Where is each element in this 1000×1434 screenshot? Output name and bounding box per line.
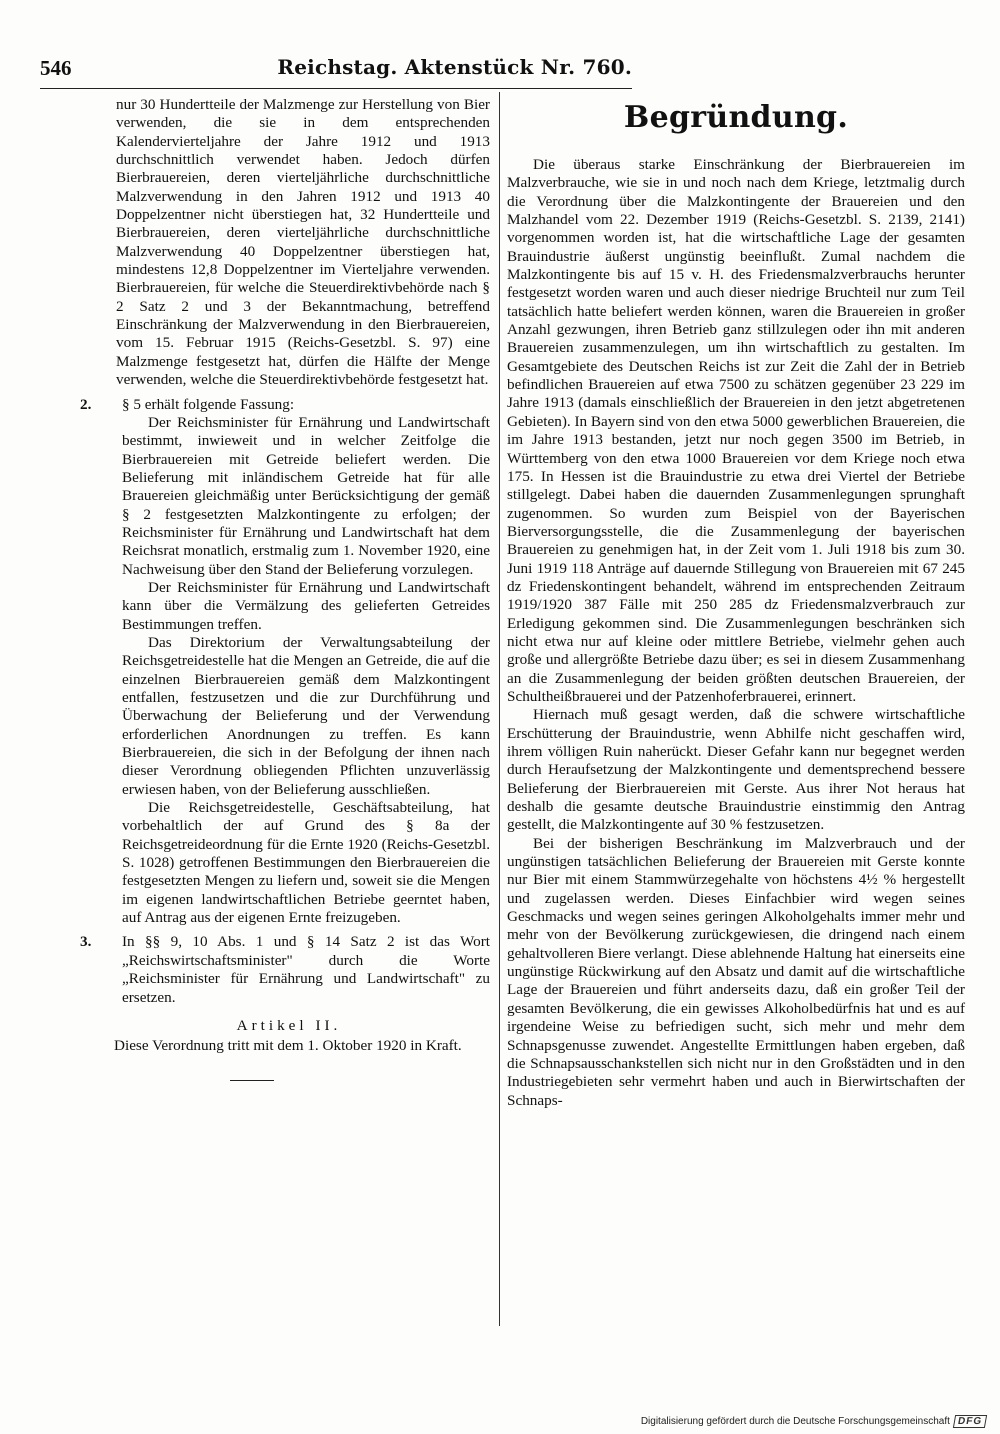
list-item-2 xyxy=(80,395,490,414)
paragraph: Der Reichsminister für Ernährung und Landwirtschaft kann über die Vermälzung des gelieferten Getreides Bestimmungen treffen. xyxy=(122,578,490,633)
continued-paragraph: nur 30 Hundertteile der Malzmenge zur Herstellung von Bier verwenden, die sie in dem entsprechenden Kalendervierteljahre der Jahre 1912 und 1913 durchschnittlich verwendet haben. Jedoch dürfen Bierbrauereien, deren vierteljährliche durchschnittliche Malzverwendung in den Jahren 1912 und 1913 40 Doppelzentner nicht überstiegen hat, 32 Hundertteile und Bierbrauereien, deren vierteljährliche durchschnittliche Malzverwendung 40 Doppelzentner überstiegen hat, mindestens 12,8 Doppelzentner im Vierteljahre verwenden. Bierbrauereien, für welche die Steuerdirektivbehörde nach § 2 Satz 2 und 3 der Bekanntmachung, betreffend Einschränkung der Malzverwendung in den Bierbrauereien, vom 15. Februar 1915 (Reichs-Gesetzbl. S. 97) eine Malzmenge festgesetzt hat, dürfen die Hälfte der Menge verwenden, welche die Steuerdirektivbehörde festgesetzt hat. xyxy=(116,96,490,389)
paragraph: Das Direktorium der Verwaltungsabteilung der Reichsgetreidestelle hat die Mengen an Getreide, die auf die einzelnen Bierbrauereien gemäß dem Malzkontingent entfallen, festzusetzen und die zur Durchführung und Überwachung der Belieferung und der Verwendung erforderlichen Anordnungen zu treffen. Es kann Bierbrauereien, die sich in der Befolgung der ihnen nach dieser Verordnung obliegenden Pflichten unzuverlässig erwiesen haben, von der Belieferung ausschließen. xyxy=(122,633,490,798)
left-column xyxy=(80,96,490,1081)
running-title: Reichstag. Aktenstück Nr. 760. xyxy=(277,55,632,79)
paragraph: Bei der bisherigen Beschränkung im Malzverbrauch und der ungünstigen tatsächlichen Belieferung der Brauereien mit Gerste konnte nur Bier mit einem Stammwürzegehalte von höchstens 4½ % hergestellt und zugelassen werden. Dieses Einfachbier wird wegen seines Geschmacks und wegen seines geringen Alkoholgehalts immer mehr und mehr von der Bevölkerung zurückgewiesen, die dringend nach einem gehaltvolleren Biere verlangt. Diese ablehnende Haltung hat einerseits eine ungünstige Rückwirkung auf den Absatz und damit auf die wirtschaftliche Lage der Brauereien und führt anderseits dazu, daß ein großer Teil der gesamten Bevölkerung, die ein gewisses Alkoholbedürfnis hat und es auf irgendeine Weise zu befriedigen sucht, sich mehr und mehr dem Schnapsgenusse zuwendet. Angestellte Ermittlungen haben ergeben, daß die Schnapsausschankstellen sich nicht nur in den Großstädten und in den Industriegebieten sehr vermehrt haben und auch in Bierwirtschaften der Schnaps- xyxy=(507,834,965,1109)
item-number: 2. xyxy=(80,395,92,413)
column-divider xyxy=(499,92,500,1326)
right-column xyxy=(507,96,965,1110)
dfg-logo: DFG xyxy=(953,1415,987,1428)
section-title: Begründung. xyxy=(623,100,849,135)
end-rule xyxy=(230,1080,274,1081)
paragraph: Hiernach muß gesagt werden, daß die schwere wirtschaftliche Erschütterung der Brauindustrie, wenn Abhilfe nicht geschaffen wird, ihrem völligen Ruin naherückt. Dieser Gefahr kann nur begegnet werden durch Heraufsetzung der Malzkontingente und dementsprechend bessere Belieferung der Bierbrauereien mit Gerste. Aus ihrer Not heraus hat deshalb die gesamte deutsche Brauindustrie einstimmig den Antrag gestellt, die Malzkontingente auf 30 % festzusetzen. xyxy=(507,706,965,834)
paragraph: Die überaus starke Einschränkung der Bierbrauereien im Malzverbrauche, wie sie in und noch nach dem Kriege, letztmalig durch die Verordnung über die Malzkontingente der Brauereien und den Malzhandel vom 22. Dezember 1919 (Reichs-Gesetzbl. S. 2139, 2141) vorgenommen worden ist, hat die wirtschaftliche Lage der gesamten Brauindustrie äußerst ungünstig beeinflußt. Zumal nachdem die Malzkontingente bis auf 15 v. H. des Friedensmalzverbrauchs herunter festgesetzt worden waren und auch dieser niedrige Bruchteil nur zum Teil tatsächlich hatte beliefert werden können, waren die Brauereien in großer Anzahl gezwungen, ihren Betrieb ganz stillzulegen oder ihn mit anderen Brauereien zusammenzulegen, um ihn wirtschaftlich zu gestalten. Im Gesamtgebiete des Deutschen Reichs ist zur Zeit die Zahl der in Betrieb befindlichen Brauereien auf etwa 7500 zu schätzen gegenüber 23 229 im Jahre 1913 (damals einschließlich der Brauereien in den jetzt abgetretenen Gebieten). In Bayern sind von den etwa 5000 gewerblichen Brauereien, die im Jahre 1913 bestanden, jetzt nur noch gegen 3500 im Betrieb, in Württemberg von den etwa 1000 Brauereien vor dem Kriege noch etwa 175. In Hessen ist die Brauindustrie zu etwa drei Viertel der Betriebe stillgelegt. Dabei haben die dauernden Zusammenlegungen sprunghaft zugenommen. So wurden zum Beispiel von der Bayerischen Bierversorgungsstelle, die die Zusammenlegung der bayerischen Brauereien zu genehmigen hat, in der Zeit vom 1. Juli 1918 bis zum 30. Juni 1919 118 Anträge auf dauernde Stillegung von Brauereien mit 67 245 dz Friedenskontingent behandelt, während im entsprechenden Zeitraum 1919/1920 387 Fälle mit 250 285 dz Friedensmalzverbrauch zur Erledigung gekommen sind. Die Zusammenlegungen beschränken sich nicht etwa nur auf kleine oder mittlere Betriebe, vielmehr gehen auch große und allergrößte Betriebe dazu über; es sei in diesem Zusammenhang an die Zusammenlegung der beiden größten deutschen Brauereien, der Schultheißbrauerei und der Patzenhoferbrauerei, erinnert. xyxy=(507,156,965,705)
page-number: 546 xyxy=(40,56,72,80)
page-header xyxy=(40,54,632,89)
digitization-credit xyxy=(641,1415,986,1428)
article-heading: Artikel II. xyxy=(236,1016,342,1034)
paragraph: Der Reichsminister für Ernährung und Landwirtschaft bestimmt, inwieweit und in welcher Zeitfolge die Bierbrauereien mit Getreide beliefert werden. Die Belieferung mit inländischem Getreide hat für alle Brauereien gleichmäßig unter Berücksichtigung der gemäß § 2 festgesetzten Malzkontingente zu erfolgen; der Reichsminister für Ernährung und Landwirtschaft hat dem Reichsrat monatlich, erstmalig zum 1. November 1920, eine Nachweisung über den Stand der Belieferung vorzulegen. xyxy=(122,413,490,578)
credit-text: Digitalisierung gefördert durch die Deutsche Forschungsgemeinschaft xyxy=(640,1416,950,1427)
item-text: In §§ 9, 10 Abs. 1 und § 14 Satz 2 ist das Wort „Reichswirtschaftsminister" durch die Worte „Reichsminister für Ernährung und Landwirtschaft" zu ersetzen. xyxy=(122,933,490,1006)
item-number: 3. xyxy=(80,933,92,951)
article-text: Diese Verordnung tritt mit dem 1. Oktober 1920 in Kraft. xyxy=(114,1037,462,1055)
item-2-body xyxy=(88,414,490,928)
item-lead: § 5 erhält folgende Fassung: xyxy=(122,395,295,413)
paragraph: Die Reichsgetreidestelle, Geschäftsabteilung, hat vorbehaltlich der auf Grund des § 8a der Reichsgetreideordnung für die Ernte 1920 (Reichs-Gesetzbl. S. 1028) getroffenen Bestimmungen den Bierbrauereien die festgesetzten Mengen zu liefern und, soweit sie die Mengen im eigenen landwirtschaftlichen Betriebe geerntet haben, auf Antrag aus der eigenen Ernte freizugeben. xyxy=(122,799,490,927)
list-item-3 xyxy=(80,933,490,1006)
